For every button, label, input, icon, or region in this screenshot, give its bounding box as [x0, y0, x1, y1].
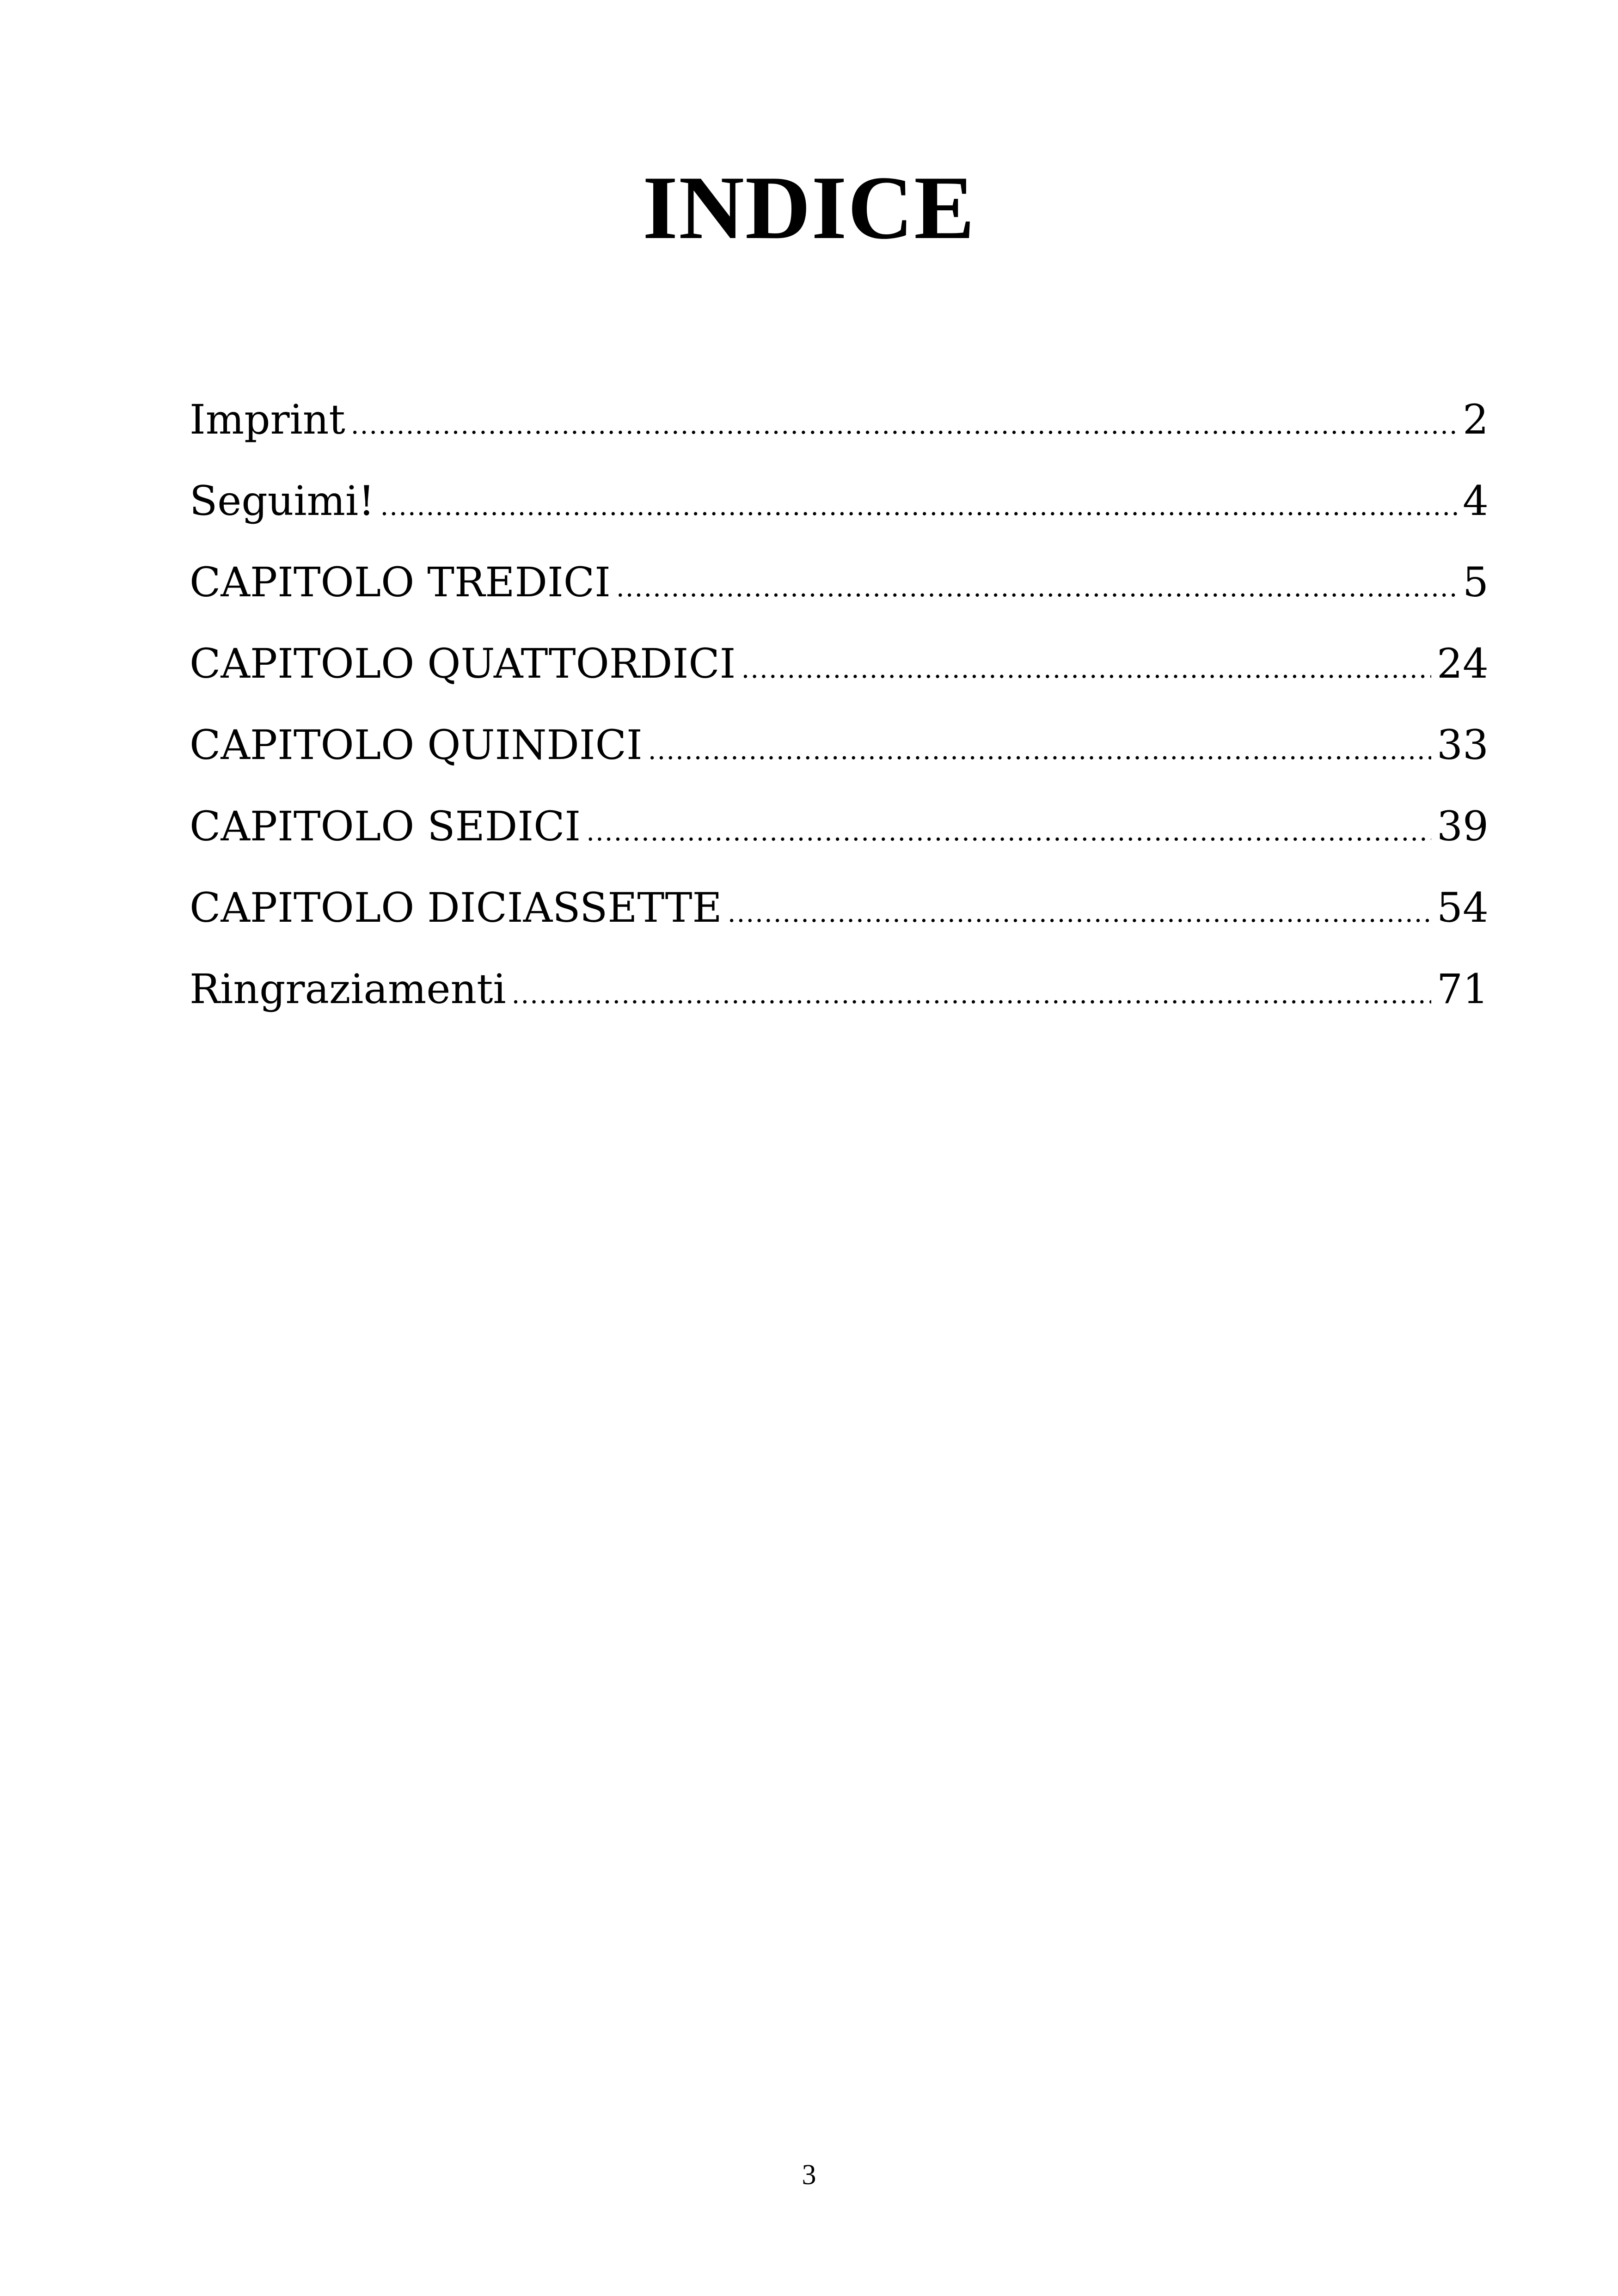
toc-entry-label: Ringraziamenti	[190, 965, 506, 1013]
toc-entry-page: 5	[1463, 558, 1489, 606]
page-number: 3	[802, 2159, 816, 2191]
toc-entry-page: 39	[1437, 802, 1489, 850]
toc-entry-page: 2	[1463, 396, 1489, 443]
toc-entry-capitolo-sedici[interactable]	[190, 786, 1489, 867]
dot-leader	[616, 547, 1457, 629]
toc-entry-page: 71	[1437, 965, 1489, 1013]
dot-leader	[741, 629, 1431, 710]
dot-leader	[648, 710, 1431, 791]
toc-entry-label: CAPITOLO SEDICI	[190, 802, 581, 850]
dot-leader	[586, 791, 1431, 873]
toc-entry-ringraziamenti[interactable]	[190, 949, 1489, 1030]
toc-entry-label: CAPITOLO QUINDICI	[190, 721, 643, 769]
toc-entry-capitolo-quindici[interactable]	[190, 704, 1489, 786]
dot-leader	[351, 385, 1457, 466]
toc-entry-label: CAPITOLO DICIASSETTE	[190, 884, 722, 931]
toc-entry-seguimi[interactable]	[190, 460, 1489, 542]
toc-entry-label: CAPITOLO TREDICI	[190, 558, 611, 606]
toc-entry-capitolo-diciassette[interactable]	[190, 867, 1489, 949]
toc-entry-label: Imprint	[190, 396, 345, 443]
toc-entry-page: 4	[1463, 477, 1489, 525]
toc-entry-label: Seguimi!	[190, 477, 375, 525]
dot-leader	[728, 873, 1431, 954]
toc-entry-capitolo-tredici[interactable]	[190, 542, 1489, 623]
toc-entry-label: CAPITOLO QUATTORDICI	[190, 640, 736, 687]
dot-leader	[512, 954, 1431, 1035]
toc-entry-imprint[interactable]	[190, 379, 1489, 460]
dot-leader	[380, 466, 1457, 547]
table-of-contents	[190, 379, 1489, 1030]
page-title: INDICE	[643, 158, 975, 258]
toc-entry-page: 54	[1437, 884, 1489, 931]
toc-entry-capitolo-quattordici[interactable]	[190, 623, 1489, 704]
toc-entry-page: 24	[1437, 640, 1489, 687]
toc-entry-page: 33	[1437, 721, 1489, 769]
